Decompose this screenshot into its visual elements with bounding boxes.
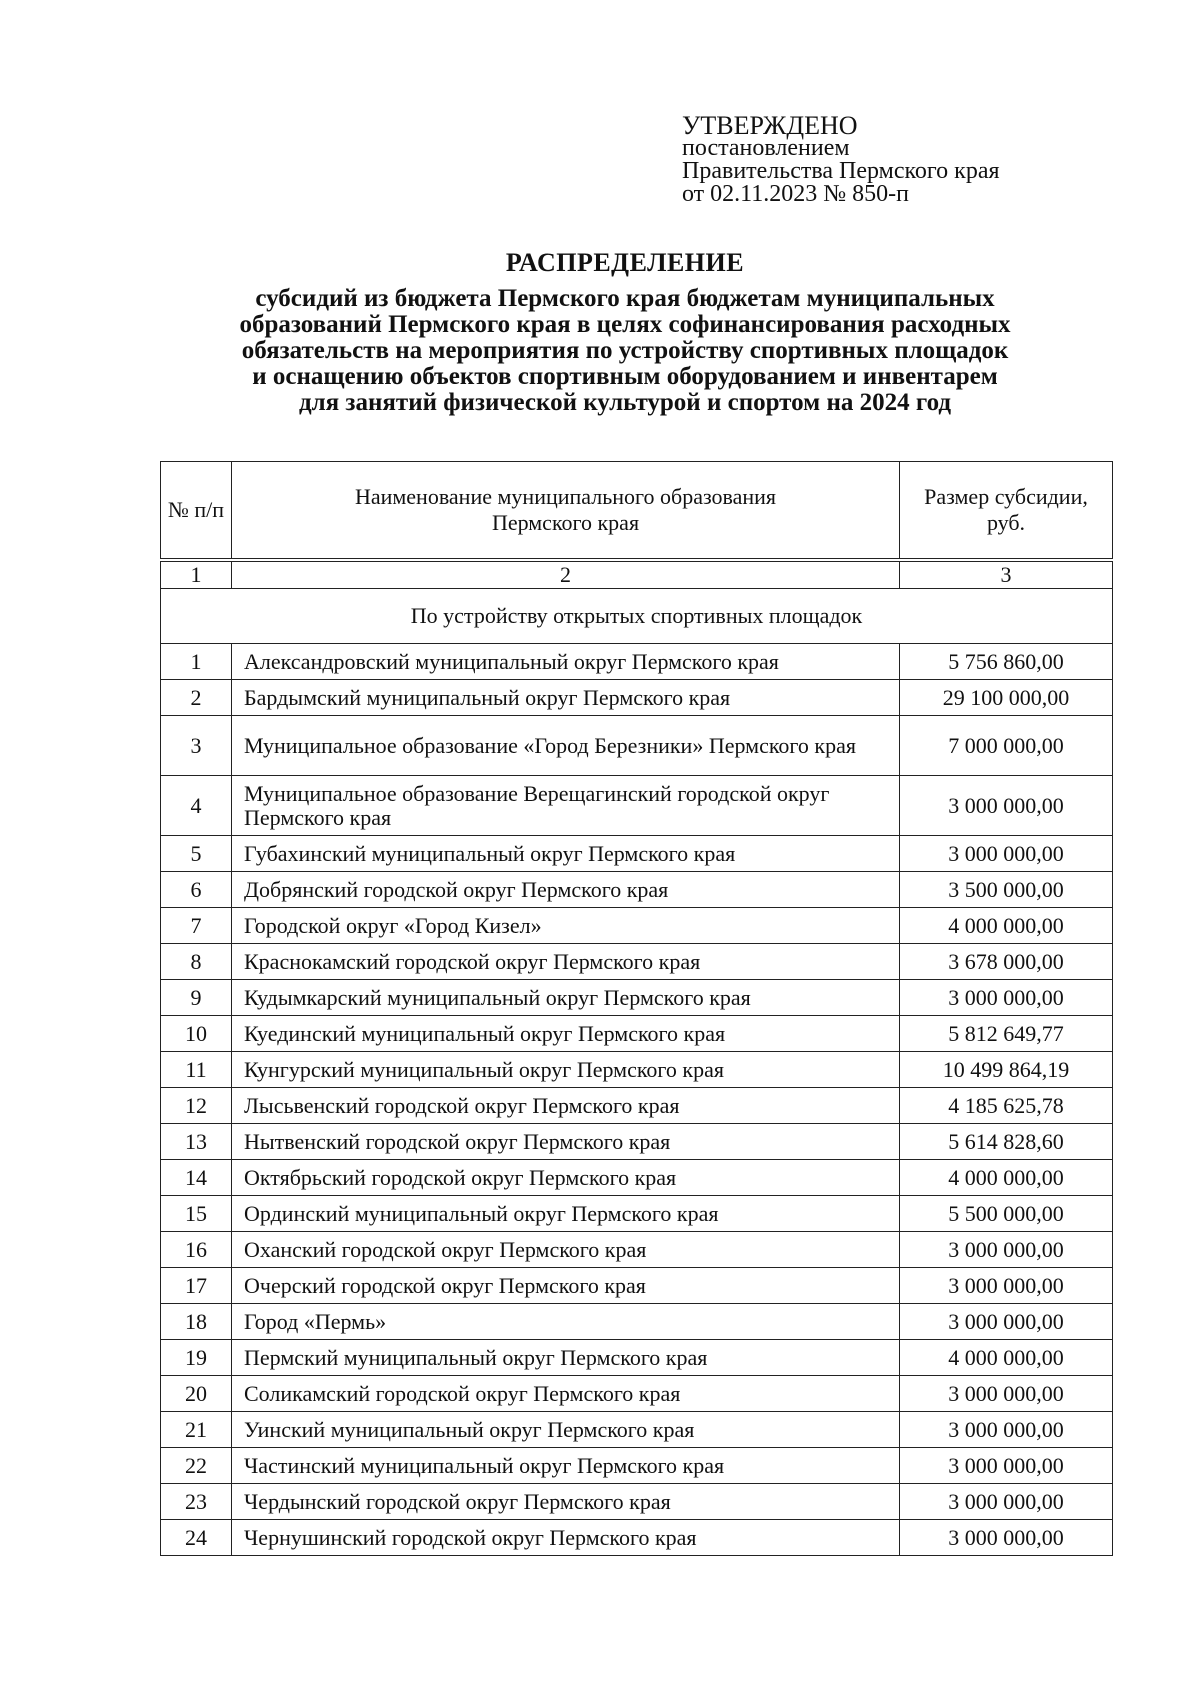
row-amount: 3 000 000,00 (900, 1448, 1113, 1484)
row-number: 2 (161, 680, 232, 716)
table-row (161, 1232, 1113, 1268)
row-number: 7 (161, 908, 232, 944)
row-amount: 3 000 000,00 (900, 1484, 1113, 1520)
table-row (161, 1520, 1113, 1556)
section-title: По устройству открытых спортивных площадок (161, 589, 1113, 644)
section-row (161, 589, 1113, 644)
row-amount: 3 000 000,00 (900, 1268, 1113, 1304)
index-cell: 3 (900, 560, 1113, 589)
row-number: 8 (161, 944, 232, 980)
table-row (161, 1052, 1113, 1088)
row-number: 17 (161, 1268, 232, 1304)
row-name: Уинский муниципальный округ Пермского края (232, 1412, 900, 1448)
row-name: Очерский городской округ Пермского края (232, 1268, 900, 1304)
row-number: 1 (161, 644, 232, 680)
subtitle-line: обязательств на мероприятия по устройству спортивных площадок (241, 337, 1009, 364)
header-name (232, 462, 900, 561)
row-amount: 3 678 000,00 (900, 944, 1113, 980)
table-row (161, 716, 1113, 776)
subtitle-line: и оснащению объектов спортивным оборудованием и инвентарем (252, 363, 998, 390)
row-amount: 3 000 000,00 (900, 836, 1113, 872)
row-amount: 3 000 000,00 (900, 1304, 1113, 1340)
row-number: 19 (161, 1340, 232, 1376)
document-subtitle (150, 286, 1100, 416)
row-amount: 7 000 000,00 (900, 716, 1113, 776)
approval-block (682, 111, 1000, 207)
row-amount: 5 500 000,00 (900, 1196, 1113, 1232)
row-name: Кунгурский муниципальный округ Пермского края (232, 1052, 900, 1088)
header-name-line: Пермского края (491, 510, 640, 535)
subtitle-line: для занятий физической культурой и спортом на 2024 год (298, 389, 951, 416)
table-row (161, 1340, 1113, 1376)
table-row (161, 1016, 1113, 1052)
row-amount: 5 614 828,60 (900, 1124, 1113, 1160)
row-name: Нытвенский городской округ Пермского края (232, 1124, 900, 1160)
row-name: Частинский муниципальный округ Пермского края (232, 1448, 900, 1484)
row-name: Чердынский городской округ Пермского края (232, 1484, 900, 1520)
row-amount: 4 000 000,00 (900, 1340, 1113, 1376)
row-amount: 3 000 000,00 (900, 1232, 1113, 1268)
row-amount: 3 000 000,00 (900, 980, 1113, 1016)
row-number: 9 (161, 980, 232, 1016)
row-amount: 5 812 649,77 (900, 1016, 1113, 1052)
row-number: 11 (161, 1052, 232, 1088)
row-number: 22 (161, 1448, 232, 1484)
row-amount: 4 185 625,78 (900, 1088, 1113, 1124)
approval-line-4: от 02.11.2023 № 850-п (682, 181, 910, 207)
table-row (161, 872, 1113, 908)
row-amount: 3 000 000,00 (900, 1376, 1113, 1412)
index-cell: 2 (232, 560, 900, 589)
row-name: Кудымкарский муниципальный округ Пермского края (232, 980, 900, 1016)
table-row (161, 836, 1113, 872)
row-number: 6 (161, 872, 232, 908)
row-name: Александровский муниципальный округ Пермского края (232, 644, 900, 680)
row-name: Город «Пермь» (232, 1304, 900, 1340)
row-number: 4 (161, 776, 232, 836)
row-number: 14 (161, 1160, 232, 1196)
index-cell: 1 (161, 560, 232, 589)
row-number: 18 (161, 1304, 232, 1340)
row-number: 23 (161, 1484, 232, 1520)
subsidy-table (160, 461, 1113, 1556)
row-name: Муниципальное образование «Город Березники» Пермского края (232, 716, 900, 776)
table-row (161, 980, 1113, 1016)
table-row (161, 1124, 1113, 1160)
row-amount: 29 100 000,00 (900, 680, 1113, 716)
table-row (161, 1268, 1113, 1304)
row-name: Оханский городской округ Пермского края (232, 1232, 900, 1268)
row-number: 12 (161, 1088, 232, 1124)
approval-line-2: постановлением (682, 135, 850, 161)
table-row (161, 1376, 1113, 1412)
row-number: 20 (161, 1376, 232, 1412)
row-number: 15 (161, 1196, 232, 1232)
table-row (161, 1412, 1113, 1448)
table-row (161, 776, 1113, 836)
table-row (161, 1088, 1113, 1124)
row-amount: 4 000 000,00 (900, 1160, 1113, 1196)
row-name: Краснокамский городской округ Пермского края (232, 944, 900, 980)
table-row (161, 1304, 1113, 1340)
table-index-row (161, 560, 1113, 589)
header-amount-line: Размер субсидии, (924, 484, 1088, 509)
row-name: Октябрьский городской округ Пермского края (232, 1160, 900, 1196)
subtitle-line: образований Пермского края в целях софинансирования расходных (239, 311, 1011, 338)
table-row (161, 944, 1113, 980)
row-name: Губахинский муниципальный округ Пермского края (232, 836, 900, 872)
row-amount: 3 000 000,00 (900, 1412, 1113, 1448)
row-amount: 5 756 860,00 (900, 644, 1113, 680)
document-title: РАСПРЕДЕЛЕНИЕ (505, 248, 745, 277)
header-name-line: Наименование муниципального образования (354, 484, 777, 509)
table-row (161, 644, 1113, 680)
row-name: Лысьвенский городской округ Пермского края (232, 1088, 900, 1124)
table-header-row (161, 462, 1113, 561)
row-amount: 3 500 000,00 (900, 872, 1113, 908)
subtitle-line: субсидий из бюджета Пермского края бюджетам муниципальных (255, 285, 995, 312)
row-number: 3 (161, 716, 232, 776)
approval-line-1: УТВЕРЖДЕНО (682, 111, 858, 140)
table-row (161, 1484, 1113, 1520)
row-number: 16 (161, 1232, 232, 1268)
row-name: Куединский муниципальный округ Пермского края (232, 1016, 900, 1052)
approval-line-3: Правительства Пермского края (682, 158, 1000, 184)
row-number: 13 (161, 1124, 232, 1160)
row-name: Ординский муниципальный округ Пермского края (232, 1196, 900, 1232)
row-number: 24 (161, 1520, 232, 1556)
row-amount: 3 000 000,00 (900, 776, 1113, 836)
row-name: Соликамский городской округ Пермского края (232, 1376, 900, 1412)
row-amount: 4 000 000,00 (900, 908, 1113, 944)
table-row (161, 680, 1113, 716)
table-row (161, 1448, 1113, 1484)
row-number: 21 (161, 1412, 232, 1448)
row-name: Чернушинский городской округ Пермского края (232, 1520, 900, 1556)
row-number: 5 (161, 836, 232, 872)
table-row (161, 1196, 1113, 1232)
table-row (161, 1160, 1113, 1196)
row-name: Муниципальное образование Верещагинский городской округ Пермского края (232, 776, 900, 836)
header-amount-line: руб. (986, 510, 1026, 535)
header-amount (900, 462, 1113, 561)
row-name: Бардымский муниципальный округ Пермского края (232, 680, 900, 716)
header-num: № п/п (161, 462, 232, 561)
row-name: Городской округ «Город Кизел» (232, 908, 900, 944)
row-name: Пермский муниципальный округ Пермского края (232, 1340, 900, 1376)
row-number: 10 (161, 1016, 232, 1052)
row-amount: 10 499 864,19 (900, 1052, 1113, 1088)
row-amount: 3 000 000,00 (900, 1520, 1113, 1556)
table-row (161, 908, 1113, 944)
row-name: Добрянский городской округ Пермского края (232, 872, 900, 908)
